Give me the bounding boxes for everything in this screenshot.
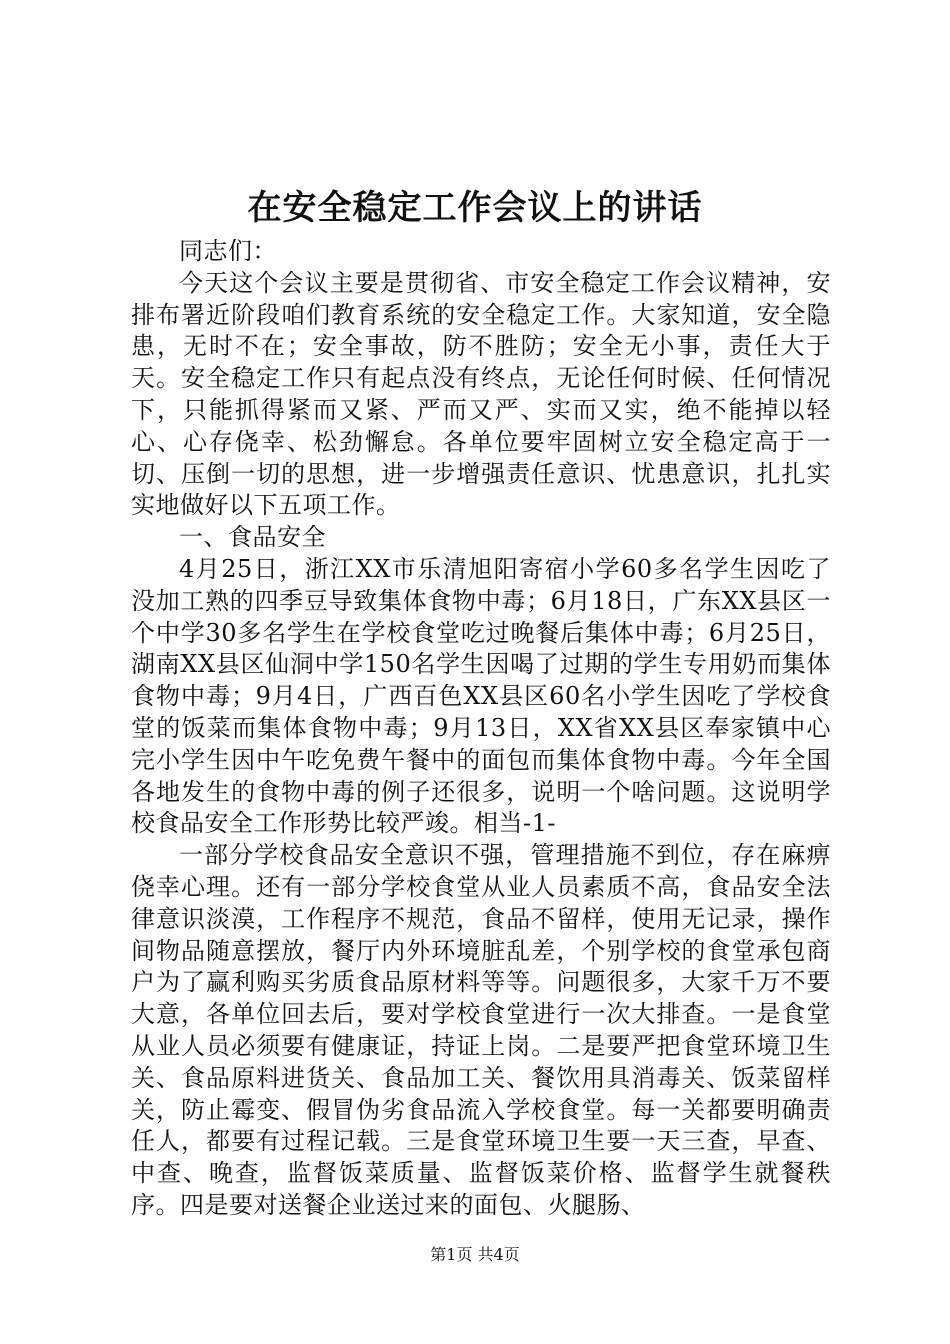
- document-title: 在安全稳定工作会议上的讲话: [247, 188, 703, 228]
- document-body: [131, 236, 831, 1222]
- incidents-paragraph: 4月25日，浙江XX市乐清旭阳寄宿小学60多名学生因吃了没加工熟的四季豆导致集体食物中毒；6月18日，广东XX县区一个中学30多名学生在学校食堂吃过晚餐后集体中毒；6月25日，湖南XX县区仙洞中学150名学生因喝了过期的学生专用奶而集体食物中毒；9月4日，广西百色XX县区60名小学生因吃了学校食堂的饭菜而集体食物中毒；9月13日，XX省XX县区奉家镇中心完小学生因中午吃免费午餐中的面包而集体食物中毒。今年全国各地发生的食物中毒的例子还很多，说明一个啥问题。这说明学校食品安全工作形势比较严竣。相当-1-: [131, 554, 831, 838]
- measures-paragraph: 一部分学校食品安全意识不强，管理措施不到位，存在麻痹侥幸心理。还有一部分学校食堂从业人员素质不高，食品安全法律意识淡漠，工作程序不规范，食品不留样，使用无记录，操作间物品随意摆放，餐厅内外环境脏乱差，个别学校的食堂承包商户为了赢利购买劣质食品原材料等等。问题很多，大家千万不要大意，各单位回去后，要对学校食堂进行一次大排查。一是食堂从业人员必须要有健康证，持证上岗。二是要严把食堂环境卫生关、食品原料进货关、食品加工关、餐饮用具消毒关、饭菜留样关，防止霉变、假冒伪劣食品流入学校食堂。每一关都要明确责任人，都要有过程记载。三是食堂环境卫生要一天三查，早查、中查、晚查，监督饭菜质量、监督饭菜价格、监督学生就餐秩序。四是要对送餐企业送过来的面包、火腿肠、: [131, 841, 831, 1219]
- section-heading-food-safety: 一、食品安全: [179, 523, 326, 552]
- page-footer: 第1页 共4页: [430, 1245, 520, 1264]
- salutation-paragraph: 同志们：: [179, 237, 277, 265]
- intro-paragraph: 今天这个会议主要是贯彻省、市安全稳定工作会议精神，安排布署近阶段咱们教育系统的安全稳定工作。大家知道，安全隐患，无时不在；安全事故，防不胜防；安全无小事，责任大于天。安全稳定工作只有起点没有终点，无论任何时候、任何情况下，只能抓得紧而又紧、严而又严、实而又实，绝不能掉以轻心、心存侥幸、松劲懈怠。各单位要牢固树立安全稳定高于一切、压倒一切的思想，进一步增强责任意识、忧患意识，扎扎实实地做好以下五项工作。: [131, 268, 831, 520]
